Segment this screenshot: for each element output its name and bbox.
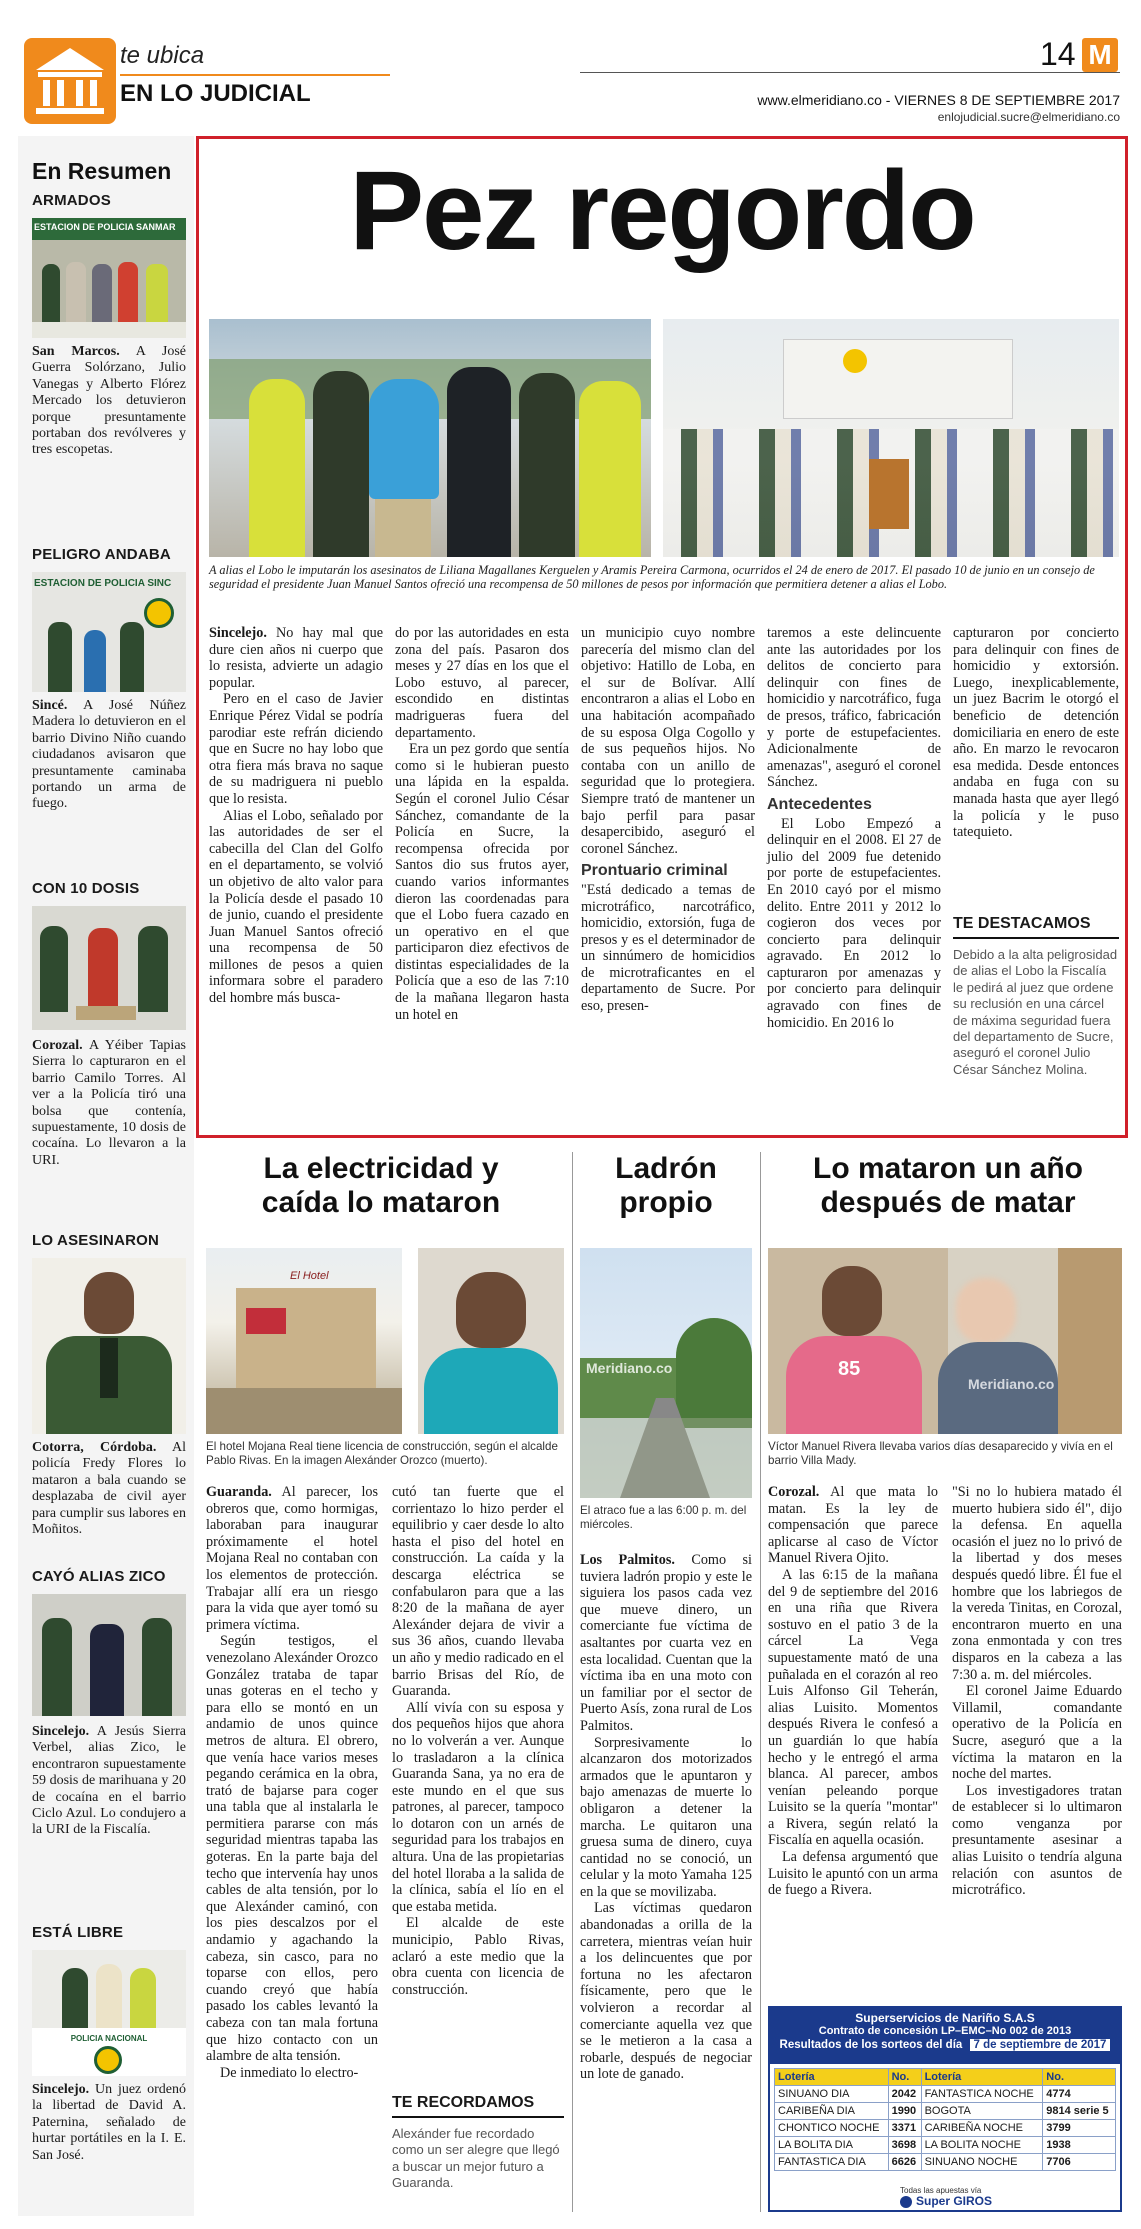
caption-electricidad: El hotel Mojana Real tiene licencia de construcción, según el alcalde Pablo Rivas. En la imagen Alexánder Orozco (muerto).	[206, 1440, 558, 1467]
sidebar-resumen	[18, 136, 194, 2216]
main-story-frame	[196, 136, 1128, 1138]
lottery-header: Superservicios de Nariño S.A.S Contrato de concesión LP–EMC–No 002 de 2013 Resultados de los sorteos del día 7 de septiembre de 2017	[770, 2008, 1120, 2064]
section-name: EN LO JUDICIAL	[120, 80, 311, 107]
box-head: TE RECORDAMOS	[392, 2094, 564, 2118]
headline-mataron: Lo mataron un año después de matar	[813, 1152, 1083, 1219]
headline-ladron: Ladrón propio	[615, 1152, 717, 1219]
sidebar-photo-zico	[32, 1594, 186, 1716]
sidebar-photo-policia	[32, 1258, 186, 1434]
photo-victim-alexander	[418, 1248, 564, 1434]
sidebar-item-text: San Marcos. A José Guerra Solórzano, Julio Vanegas y Alberto Flórez Mercado los detuvieron porque presuntamente portaban dos revólveres y tres escopetas.	[32, 344, 186, 458]
sidebar-item-text: Sincelejo. A Jesús Sierra Verbel, alias Zico, le encontraron supuestamente 59 dosis de marihuana y 20 de cocaína en el barrio Ciclo Azul. Lo condujero a la URI de la Fiscalía.	[32, 1724, 186, 1838]
electricidad-col-1: Guaranda. Al parecer, los obreros que, como hormigas, laboraban para inaugurar próximamente el hotel Mojana Real no contaban con los elementos de protección. Trabajar allí era un riesgo para la vida que ayer tomó su primera víctima. Según testigos, el venezolano Alexánder Orozco González trataba de tapar unas goteras en el techo y para ello se montó en un andamio de unos quince metros de altura. El obrero, que venía hace varios meses pegando cerámica en la obra, trató de bajarse para coger una tabla que al instalarla le permitiera pararse con más seguridad mientras tapaba las goteras. En la parte baja del techo que intervenía hay unos cables de alta tensión, por lo que Alexánder caminó, con los pies descalzos por el andamio y agachando la cabeza, sin casco, para no toparse con ellos, pero cuando creyó que había pasado los cables levantó la cabeza con tan mala fortuna que hizo contacto con un alambre de alta tensión. De inmediato lo electro-	[206, 1484, 378, 2081]
sidebar-photo-libre: POLICIA NACIONAL	[32, 1950, 186, 2076]
column-divider	[760, 1152, 761, 2212]
box-te-recordamos	[392, 2094, 564, 2192]
section-email: enlojudicial.sucre@elmeridiano.co	[937, 110, 1120, 124]
sidebar-item-head: PELIGRO ANDABA	[32, 546, 171, 563]
main-col-2: do por las autoridades en esta zona del país. Pasaron dos meses y 27 días en los que el Lobo estuvo, al parecer, escondido en distintas madrigueras fuera del departamento. Era un pez gordo que sentía como si le hubieran puesto una lápida en la espalda. Según el coronel Julio César Sánchez, comandante de la Policía en Sucre, la recompensa ofrecida por Santos dio sus frutos ayer, cuando varios informantes dieron las coordenadas para que el Lobo fuera cazado en un operativo en el que participaron diez efectivos de distintas especialidades de la Policía que a eso de las 7:10 de la mañana llegaron hasta un hotel en	[395, 625, 569, 1023]
photo-victim-rivera: 85 Meridiano.co	[768, 1248, 1122, 1434]
page-number: 14	[1040, 36, 1076, 72]
lottery-table: Lotería No. Lotería No. SINUANO DIA 2042 FANTASTICA NOCHE 4774 CARIBEÑA DIA 1990 BOGOTA 9814 serie 5 CHONTICO NOCHE 3371 CARIBEÑA NOCHE 3799 LA BOLITA DIA 3698 LA BOLITA NOCHE 1938 FANTASTICA DIA 6626 SINUANO NOCHE 7706	[774, 2068, 1116, 2171]
table-row: SINUANO DIA 2042 FANTASTICA NOCHE 4774	[775, 2086, 1116, 2103]
courthouse-icon	[24, 38, 116, 124]
supergiros-logo-icon	[900, 2196, 912, 2208]
kicker-rule	[120, 74, 390, 76]
sidebar-item-head: CON 10 DOSIS	[32, 880, 140, 897]
sidebar-photo-armados: ESTACION DE POLICIA SANMAR	[32, 218, 186, 338]
subhead-prontuario: Prontuario criminal	[581, 862, 728, 880]
sponsor-small: Todas las apuestas vía	[900, 2186, 982, 2195]
table-row: LA BOLITA DIA 3698 LA BOLITA NOCHE 1938	[775, 2137, 1116, 2154]
sidebar-photo-dosis	[32, 906, 186, 1030]
mataron-col-2: "Si no lo hubiera matado él muerto hubiera sido él", dijo la defensa. En aquella ocasión el juez no lo privó de la libertad y dos meses después quedó libre. Él fue el hombre que los labriegos de la vereda Tinitas, en Corozal, encontraron muerto en una zona enmontada y con tres disparos en la cabeza a las 7:30 a. m. del miércoles. El coronel Jaime Eduardo Villamil, comandante operativo de la Policía en Sucre, aseguró que a la víctima la mataron en la noche del martes. Los investigadores tratan de establecer si lo ultimaron como venganza por presuntamente asesinar a alias Luisito o tendría alguna relación con asuntos de microtráfico.	[952, 1484, 1122, 1899]
page-header	[0, 0, 1141, 130]
box-text: Debido a la alta peligrosidad de alias el Lobo la Fiscalía le pedirá al juez que ordene su reclusión en una cárcel de máxima seguridad fuera del departamento de Sucre, aseguró el coronel Julio César Sánchez Molina.	[953, 947, 1118, 1077]
main-col-4: taremos a este delincuente ante las autoridades por los delitos de concierto para delinquir con fines de homicidio y narcotráfico, fuga de presos, tráfico, fabricación y porte de estupefacientes. Adicionalmente de amenazas", aseguró el coronel Sánchez. Antecedentes El Lobo Empezó a delinquir en el 2008. El 27 de julio del 2009 fue detenido por porte de estupefacientes. En 2010 cayó por el mismo delito. Entre 2011 y 2012 lo cogieron dos veces por concierto para delinquir agravado. En 2012 lo capturaron por amenazas y por concierto para delinquir agravado con fines de homicidio. En 2016 lo	[767, 625, 941, 1031]
photo-press-conference	[663, 319, 1119, 557]
main-col-5: capturaron por concierto para delinquir con fines de homicidio y extorsión. Luego, inexplicablemente, un juez Bacrim le otorgó el beneficio de detención domiciliaria en enero de este año. En marzo le revocaron esa medida. Desde entonces andaba en fuga con su manada hasta que ayer llegó la policía y le puso tatequieto.	[953, 625, 1119, 841]
sidebar-item-text: Sincelejo. Un juez ordenó la libertad de David A. Paternina, señalado de hurtar portátiles en la I. E. San José.	[32, 2082, 186, 2163]
main-col-1: Sincelejo. No hay mal que dure cien años ni cuerpo que lo resista, advierte un adagio popular. Pero en el caso de Javier Enrique Pérez Vidal se podría parodiar este refrán diciendo que en Sucre no hay lobo que otra fiera más brava no saque de su madriguera ni pueblo que lo resista. Alias el Lobo, señalado por las autoridades de ser el cabecilla del Clan del Golfo en el departamento, se volvió un objetivo de alto valor para la Policía desde el pasado 10 de junio, cuando el presidente Juan Manuel Santos ofreció una recompensa de 50 millones de pesos a quien informara sobre el paradero del hombre más busca-	[209, 625, 383, 1007]
header-rule	[580, 72, 1120, 73]
sidebar-item-head: LO ASESINARON	[32, 1232, 160, 1249]
sidebar-photo-peligro: ESTACION DE POLICIA SINC	[32, 572, 186, 692]
electricidad-col-2: cutó tan fuerte que el corrientazo lo hizo perder el equilibrio y caer desde lo alto hasta el piso del hotel en construcción. La caída y la descarga eléctrica se confabularon para que a las 8:20 de la mañana de ayer Alexánder dejara de vivir a sus 36 años, cuando llevaba un año y medio radicado en el barrio Brisas del Río, de Guaranda. Allí vivía con su esposa y dos pequeños hijos que ahora no lo volverán a ver. Aunque lo trasladaron a la clínica Guaranda Sana, ya no era de este mundo en el que sus patrones, al parecer, tampoco lo dotaron con un arnés de seguridad para los trabajos en altura. Una de las propietarias del hotel lloraba a la salida de la clínica, sabía el lío en el que estaba metida. El alcalde de este municipio, Pablo Rivas, aclaró a este medio que la obra cuenta con licencia de construcción.	[392, 1484, 564, 1998]
table-row: CHONTICO NOCHE 3371 CARIBEÑA NOCHE 3799	[775, 2120, 1116, 2137]
caption-ladron: El atraco fue a las 6:00 p. m. del miércoles.	[580, 1504, 747, 1531]
table-row: CARIBEÑA DIA 1990 BOGOTA 9814 serie 5	[775, 2103, 1116, 2120]
headline-electricidad: La electricidad y caída lo mataron	[261, 1152, 501, 1219]
ladron-col: Los Palmitos. Como si tuviera ladrón propio y este le siguiera los pasos cada vez que mueve dinero, un comerciante fue víctima de asaltantes por cuarta vez en esta localidad. Cuentan que la víctima iba en una moto con un familiar por el sector de Puerto Asís, zona rural de Los Palmitos. Sorpresivamente lo alcanzaron dos motorizados armados que le apuntaron y bajo amenazas de muerte lo obligaron a detener la marcha. Le quitaron una gruesa suma de dinero, cuya cantidad no se conoció, un celular y la moto Yamaha 125 en la que se movilizaba. Las víctimas quedaron abandonadas a orilla de la carretera, mientras veían huir a los delincuentes que por fortuna no les afectaron físicamente, pero que le volvieron a recordar al comerciante aquella vez que se le metieron a la casa a robarle, después de negociar un lote de ganado.	[580, 1552, 752, 2083]
main-col-3: un municipio cuyo nombre parecería del mismo clan del objetivo: Hatillo de Loba, en el sur de Bolívar. Allí encontraron a alias el Lobo en una habitación acompañado de su esposa Olga Cogollo y de sus pequeños hijos. No contaba con un anillo de seguridad que lo protegiera. Siempre trató de mantener un bajo perfil para pasar desapercibido, aseguró el coronel Sánchez. Prontuario criminal "Está dedicado a temas de microtráfico, narcotráfico, homicidio, extorsión, fuga de presos y es el determinador de un sinnúmero de homicidios de microtraficantes en el departamento de Sucre. Por eso, presen-	[581, 625, 755, 1015]
table-row: FANTASTICA DIA 6626 SINUANO NOCHE 7706	[775, 2154, 1116, 2171]
sidebar-item-head: ARMADOS	[32, 192, 111, 209]
sidebar-item-head: ESTÁ LIBRE	[32, 1924, 124, 1941]
sidebar-title: En Resumen	[32, 158, 172, 184]
sidebar-item-text: Sincé. A José Núñez Madera lo detuvieron en el barrio Divino Niño cuando ciudadanos avisaron que presuntamente caminaba portando un arma de fuego.	[32, 698, 186, 812]
main-headline: Pez regordo	[349, 148, 975, 273]
sidebar-item-text: Corozal. A Yéiber Tapias Sierra lo capturaron en el barrio Camilo Torres. Al ver a la Policía tiró una bolsa que contenía, supuestamente, 10 dosis de cocaína. Lo llevaron a la URI.	[32, 1038, 186, 1168]
subhead-antecedentes: Antecedentes	[767, 795, 872, 813]
box-head: TE DESTACAMOS	[953, 915, 1119, 939]
lottery-results-box	[768, 2006, 1122, 2212]
box-text: Alexánder fue recordado como un ser alegre que llegó a buscar un mejor futuro a Guaranda.	[392, 2126, 560, 2191]
mataron-col-1: Corozal. Al que mata lo matan. Es la ley de compensación que parece aplicarse al caso de Víctor Manuel Rivera Ojito. A las 6:15 de la mañana del 9 de septiembre del 2016 en una riña que Rivera sostuvo en el patio 3 de la cárcel La Vega supuestamente mató de una puñalada en el corazón al reo Luis Alfonso Gil Teherán, alias Luisito. Momentos después Rivera le confesó a un guardián lo que había hecho y le entregó el arma blanca. Al parecer, ambos venían peleando porque Luisito se la quería "montar" a Rivera, según relató la Fiscalía en aquella ocasión. La defensa argumentó que Luisito le apuntó con un arma de fuego a Rivera.	[768, 1484, 938, 1899]
box-te-destacamos	[953, 915, 1119, 1078]
sidebar-item-text: Cotorra, Córdoba. Al policía Fredy Flores lo mataron a bala cuando se desplazaba de civil ayer para cumplir sus labores en Moñitos.	[32, 1440, 186, 1538]
column-divider	[572, 1152, 573, 2212]
site-date: www.elmeridiano.co - VIERNES 8 DE SEPTIEMBRE 2017	[757, 92, 1120, 108]
caption-mataron: Víctor Manuel Rivera llevaba varios días desaparecido y vivía en el barrio Villa Mady.	[768, 1440, 1113, 1467]
main-caption: A alias el Lobo le imputarán los asesinatos de Liliana Magallanes Kerguelen y Aramis Pereira Carmona, ocurridos el 24 de enero de 2017. El pasado 10 de junio en un consejo de seguridad el presidente Juan Manuel Santos ofreció una recompensa de 50 millones de pesos por información que permitiera detener a alias el Lobo.	[209, 563, 1095, 592]
photo-hotel: El Hotel	[206, 1248, 402, 1434]
photo-arrest	[209, 319, 651, 557]
sponsor-name: Super GIROS	[916, 2194, 993, 2208]
logo: M	[1082, 38, 1118, 72]
sidebar-item-head: CAYÓ ALIAS ZICO	[32, 1568, 166, 1585]
photo-road: Meridiano.co	[580, 1248, 752, 1498]
lottery-date: 7 de septiembre de 2017	[970, 2039, 1111, 2051]
section-kicker: te ubica	[120, 42, 205, 69]
